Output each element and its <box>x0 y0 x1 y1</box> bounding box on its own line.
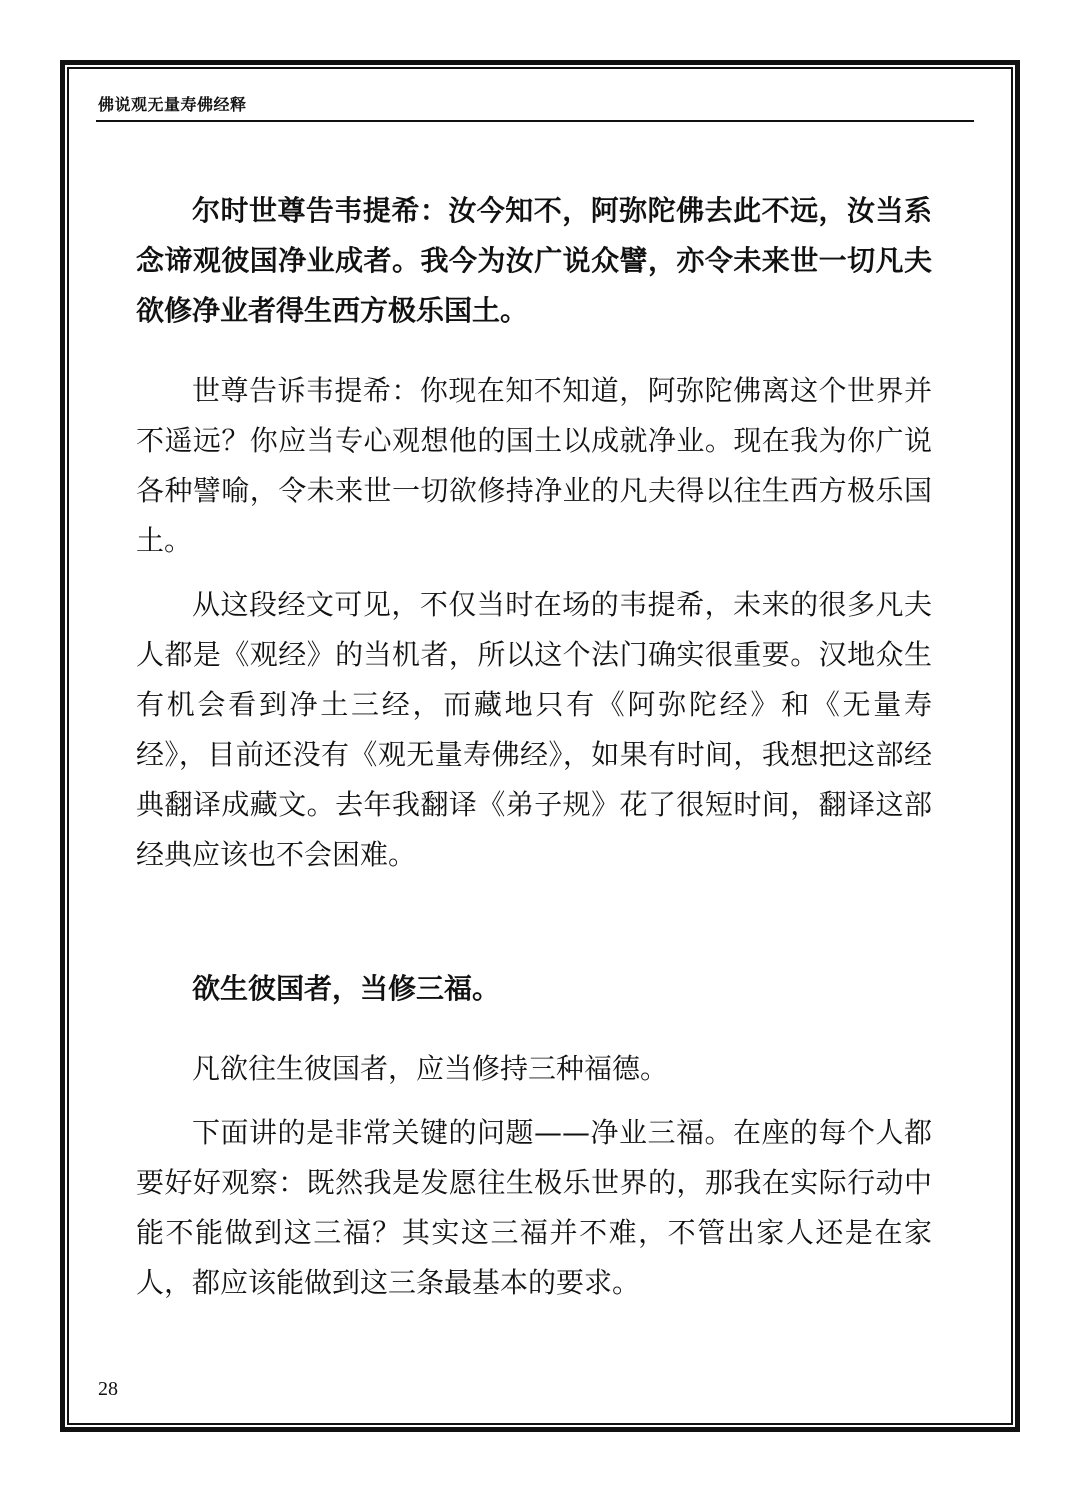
header-rule <box>96 120 974 122</box>
sutra-text-2: 欲生彼国者，当修三福。 <box>192 972 501 1005</box>
commentary-paragraph-4: 下面讲的是非常关键的问题——净业三福。在座的每个人都要好好观察：既然我是发愿往生极乐世界的，那我在实际行动中能不能做到这三福？其实这三福并不难，不管出家人还是在家人，都应该能做到这三条最基本的要求。 <box>136 1116 932 1299</box>
commentary-block-2 <box>136 1044 932 1308</box>
page-number: 28 <box>98 1378 118 1400</box>
commentary-paragraph-1: 世尊告诉韦提希：你现在知不知道，阿弥陀佛离这个世界并不遥远？你应当专心观想他的国土以成就净业。现在我为你广说各种譬喻，令未来世一切欲修持净业的凡夫得以往生西方极乐国土。 <box>136 374 932 557</box>
running-title: 佛说观无量寿佛经释 <box>98 95 247 114</box>
commentary-paragraph-3: 凡欲往生彼国者，应当修持三种福德。 <box>192 1052 669 1085</box>
commentary-block-1 <box>136 366 932 880</box>
commentary-paragraph-2: 从这段经文可见，不仅当时在场的韦提希，未来的很多凡夫人都是《观经》的当机者，所以这个法门确实很重要。汉地众生有机会看到净土三经，而藏地只有《阿弥陀经》和《无量寿经》，目前还没有《观无量寿佛经》，如果有时间，我想把这部经典翻译成藏文。去年我翻译《弟子规》花了很短时间，翻译这部经典应该也不会困难。 <box>136 588 932 871</box>
sutra-passage-1 <box>136 186 932 336</box>
sutra-passage-2 <box>136 964 932 1014</box>
sutra-text-1: 尔时世尊告韦提希：汝今知不，阿弥陀佛去此不远，汝当系念谛观彼国净业成者。我今为汝广说众譬，亦令未来世一切凡夫欲修净业者得生西方极乐国土。 <box>136 194 932 327</box>
